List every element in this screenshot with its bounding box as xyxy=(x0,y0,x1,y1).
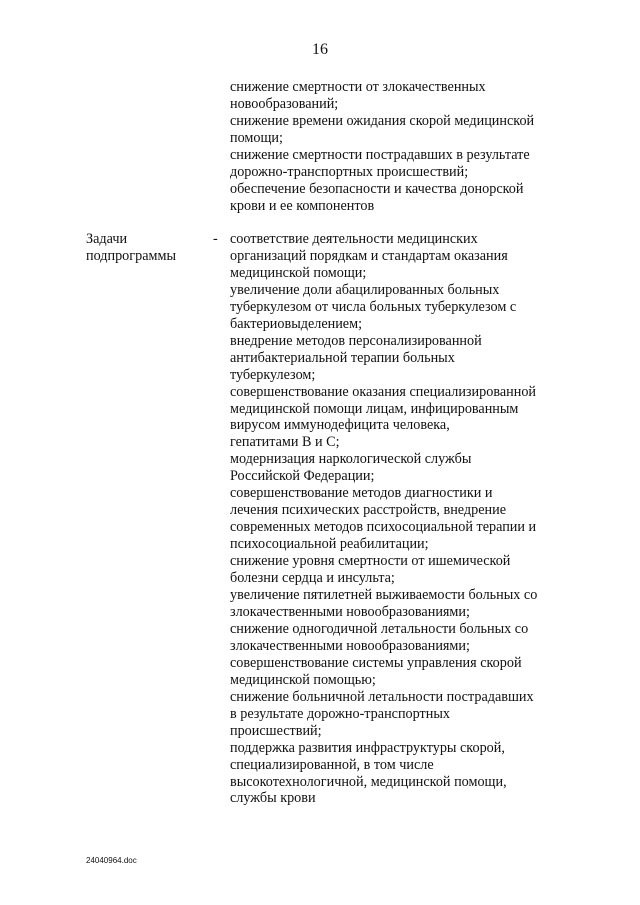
task-line: медицинской помощи; xyxy=(230,264,367,281)
list-line: обеспечение безопасности и качества донорской xyxy=(230,180,524,197)
task-line: службы крови xyxy=(230,790,316,807)
task-line: происшествий; xyxy=(230,722,322,739)
list-line: помощи; xyxy=(230,129,283,146)
task-line: вирусом иммунодефицита человека, xyxy=(230,417,450,434)
list-line: крови и ее компонентов xyxy=(230,197,375,214)
task-line: психосоциальной реабилитации; xyxy=(230,536,429,553)
task-line: медицинской помощи лицам, инфицированным xyxy=(230,400,519,417)
task-line: внедрение методов персонализированной xyxy=(230,332,482,349)
task-line: злокачественными новообразованиями; xyxy=(230,637,470,654)
section-label-tasks xyxy=(86,231,196,265)
list-line: снижение смертности пострадавших в результате xyxy=(230,146,530,163)
list-line: снижение времени ожидания скорой медицинской xyxy=(230,112,535,129)
task-line: высокотехнологичной, медицинской помощи, xyxy=(230,773,507,790)
task-line: Российской Федерации; xyxy=(230,468,375,485)
task-line: совершенствование системы управления скорой xyxy=(230,654,522,671)
task-line: снижение уровня смертности от ишемической xyxy=(230,553,511,570)
task-line: соответствие деятельности медицинских xyxy=(230,231,478,247)
task-line: увеличение пятилетней выживаемости больных со xyxy=(230,587,538,604)
section-label-line: Задачи xyxy=(86,231,128,247)
task-line: в результате дорожно-транспортных xyxy=(230,705,450,722)
task-line: бактериовыделением; xyxy=(230,315,363,332)
list-line: снижение смертности от злокачественных xyxy=(230,79,486,95)
page-number: 16 xyxy=(312,41,328,58)
task-line: антибактериальной терапии больных xyxy=(230,349,455,366)
list-line: дорожно-транспортных происшествий; xyxy=(230,163,469,180)
tasks-list xyxy=(230,231,570,807)
task-line: организаций порядкам и стандартам оказания xyxy=(230,247,508,264)
task-line: злокачественными новообразованиями; xyxy=(230,603,470,620)
section-dash: - xyxy=(213,231,218,247)
task-line: модернизация наркологической службы xyxy=(230,451,472,468)
task-line: снижение больничной летальности пострадавших xyxy=(230,688,534,705)
task-line: увеличение доли абацилированных больных xyxy=(230,281,500,298)
task-line: специализированной, в том числе xyxy=(230,756,434,773)
task-line: снижение одногодичной летальности больных со xyxy=(230,620,529,637)
top-list xyxy=(230,79,570,215)
footer-doc-code: 24040964.doc xyxy=(86,856,137,865)
task-line: лечения психических расстройств, внедрение xyxy=(230,502,507,519)
task-line: совершенствование методов диагностики и xyxy=(230,485,493,502)
task-line: туберкулезом от числа больных туберкулезом с xyxy=(230,298,517,315)
task-line: поддержка развития инфраструктуры скорой, xyxy=(230,739,505,756)
section-label-line: подпрограммы xyxy=(86,247,176,264)
task-line: болезни сердца и инсульта; xyxy=(230,570,395,587)
task-line: туберкулезом; xyxy=(230,366,316,383)
list-line: новообразований; xyxy=(230,95,339,112)
task-line: современных методов психосоциальной терапии и xyxy=(230,519,537,536)
task-line: гепатитами B и C; xyxy=(230,434,340,451)
task-line: совершенствование оказания специализированной xyxy=(230,383,537,400)
task-line: медицинской помощью; xyxy=(230,671,376,688)
